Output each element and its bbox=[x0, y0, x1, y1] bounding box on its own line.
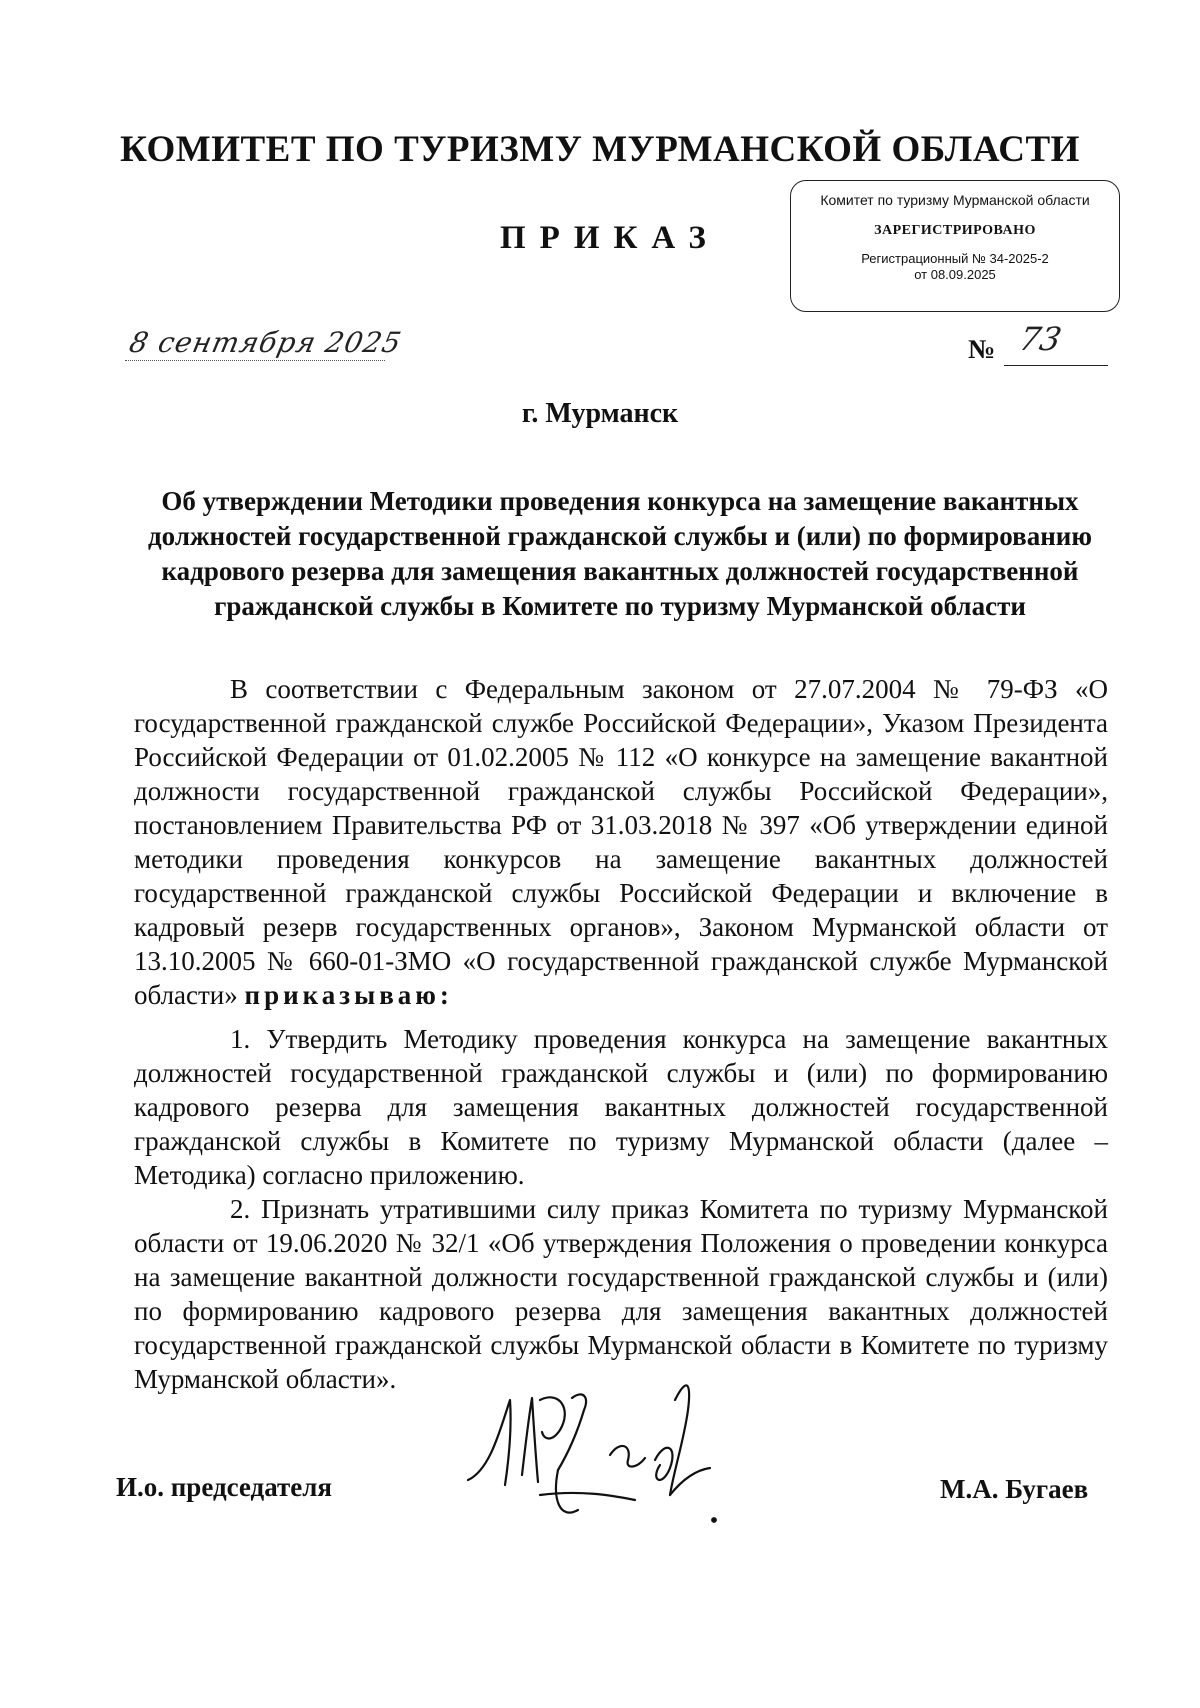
stamp-organization: Комитет по туризму Мурманской области bbox=[820, 192, 1090, 208]
date-underline bbox=[125, 360, 385, 361]
document-type: ПРИКАЗ bbox=[500, 220, 720, 256]
signer-position: И.о. председателя bbox=[116, 1472, 333, 1502]
stamp-reg-number: Регистрационный № 34-2025-2 bbox=[861, 251, 1049, 266]
handwritten-number: 73 bbox=[1015, 320, 1065, 358]
preamble-text: В соответствии с Федеральным законом от 27.07.2004 № 79-ФЗ «О государственной гражданской службе Российской Федерации», Указом Президента Российской Федерации от 01.02.2005 № 112 «О конкурсе на замещение вакантной должности государственной гражданской службы Российской Федерации», постановлением Правительства РФ от 31.03.2018 № 397 «Об утверждении единой методики проведения конкурсов на замещение вакантных должностей государственной гражданской службы Российской Федерации и включение в кадровый резерв государственных органов», Законом Мурманской области от 13.10.2005 № 660-01-ЗМО «О государственной гражданской службе Мурманской области» bbox=[134, 674, 1108, 1010]
registration-stamp bbox=[790, 180, 1120, 312]
number-label: № bbox=[968, 334, 996, 364]
clause-1: 1. Утвердить Методику проведения конкурса на замещение вакантных должностей государственной гражданской службы и (или) по формированию кадрового резерва для замещения вакантных должностей государственной гражданской службы в Комитете по туризму Мурманской области (далее – Методика) согласно приложению. bbox=[134, 1024, 1108, 1190]
order-verb: приказываю: bbox=[244, 980, 453, 1010]
handwritten-signature bbox=[460, 1370, 740, 1550]
signer-name: М.А. Бугаев bbox=[940, 1474, 1089, 1504]
number-underline bbox=[1004, 365, 1108, 366]
preamble-paragraph bbox=[134, 672, 1108, 1012]
organization-title: КОМИТЕТ ПО ТУРИЗМУ МУРМАНСКОЙ ОБЛАСТИ bbox=[120, 129, 1080, 170]
stamp-status: ЗАРЕГИСТРИРОВАНО bbox=[874, 223, 1036, 238]
handwritten-date: 8 сентября 2025 bbox=[126, 326, 405, 359]
city: г. Мурманск bbox=[521, 398, 679, 429]
clause-2: 2. Признать утратившими силу приказ Комитета по туризму Мурманской области от 19.06.2020 № 32/1 «Об утверждения Положения о проведении конкурса на замещение вакантной должности государственной гражданской службы и (или) по формированию кадрового резерва для замещения вакантных должностей государственной гражданской службы Мурманской области в Комитете по туризму Мурманской области». bbox=[134, 1194, 1108, 1394]
order-subject: Об утверждении Методики проведения конкурса на замещение вакантных должностей государственной гражданской службы и (или) по формированию кадрового резерва для замещения вакантных должностей государственной гражданской службы в Комитете по туризму Мурманской области bbox=[148, 486, 1092, 621]
stamp-reg-date: от 08.09.2025 bbox=[914, 267, 996, 282]
